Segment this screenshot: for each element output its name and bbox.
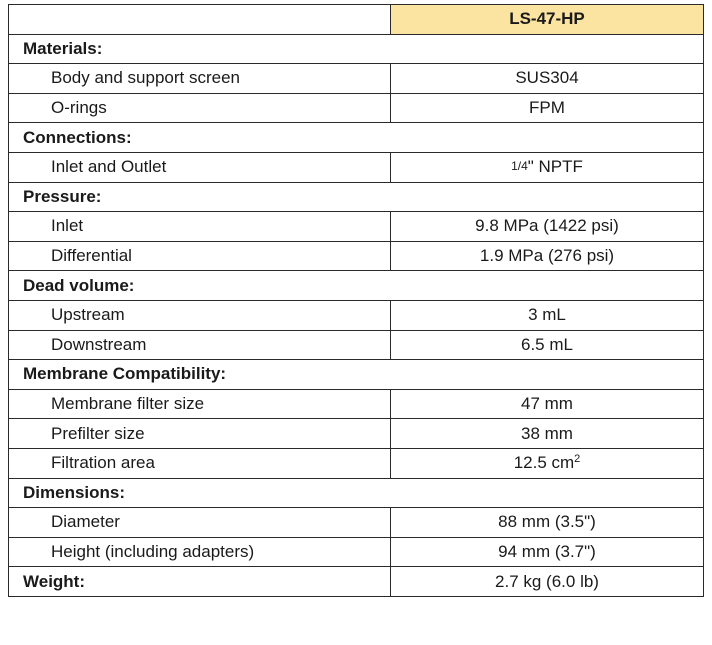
section-row-connections <box>9 123 704 153</box>
header-corner-cell <box>9 5 391 35</box>
spec-table <box>8 4 704 597</box>
table-row <box>9 508 704 538</box>
section-label: Connections: <box>9 123 704 153</box>
section-row-dimensions <box>9 478 704 508</box>
spec-value: FPM <box>391 93 704 123</box>
weight-value: 2.7 kg (6.0 lb) <box>391 567 704 597</box>
spec-value: 94 mm (3.7") <box>391 537 704 567</box>
spec-label: O-rings <box>9 93 391 123</box>
model-header: LS-47-HP <box>391 5 704 35</box>
spec-table-container <box>8 4 704 597</box>
spec-label: Inlet <box>9 212 391 242</box>
value-suffix: " NPTF <box>527 157 583 177</box>
section-label: Membrane Compatibility: <box>9 360 704 390</box>
spec-label: Differential <box>9 241 391 271</box>
table-row <box>9 389 704 419</box>
section-label: Dead volume: <box>9 271 704 301</box>
spec-value: 47 mm <box>391 389 704 419</box>
header-row <box>9 5 704 35</box>
table-row <box>9 241 704 271</box>
spec-value: 9.8 MPa (1422 psi) <box>391 212 704 242</box>
spec-value: 38 mm <box>391 419 704 449</box>
superscript-value: 2 <box>574 453 581 466</box>
section-label: Dimensions: <box>9 478 704 508</box>
spec-label: Diameter <box>9 508 391 538</box>
weight-label: Weight: <box>9 567 391 597</box>
spec-value: SUS304 <box>391 64 704 94</box>
value-main: 12.5 cm <box>513 453 575 473</box>
spec-label: Filtration area <box>9 448 391 478</box>
section-row-dead-volume <box>9 271 704 301</box>
section-label: Pressure: <box>9 182 704 212</box>
table-row <box>9 93 704 123</box>
table-row <box>9 152 704 182</box>
table-row <box>9 330 704 360</box>
spec-value: 6.5 mL <box>391 330 704 360</box>
spec-label: Membrane filter size <box>9 389 391 419</box>
table-row <box>9 537 704 567</box>
table-row <box>9 419 704 449</box>
spec-value: 1.9 MPa (276 psi) <box>391 241 704 271</box>
spec-value <box>391 448 704 478</box>
weight-row <box>9 567 704 597</box>
spec-label: Inlet and Outlet <box>9 152 391 182</box>
spec-label: Upstream <box>9 300 391 330</box>
section-row-membrane-compatibility <box>9 360 704 390</box>
spec-label: Height (including adapters) <box>9 537 391 567</box>
spec-label: Body and support screen <box>9 64 391 94</box>
table-row <box>9 300 704 330</box>
section-label: Materials: <box>9 34 704 64</box>
spec-label: Prefilter size <box>9 419 391 449</box>
section-row-pressure <box>9 182 704 212</box>
spec-label: Downstream <box>9 330 391 360</box>
spec-value <box>391 152 704 182</box>
spec-value: 88 mm (3.5") <box>391 508 704 538</box>
table-row <box>9 212 704 242</box>
table-row <box>9 448 704 478</box>
section-row-materials <box>9 34 704 64</box>
fraction-value: 1/4 <box>511 159 528 174</box>
spec-value: 3 mL <box>391 300 704 330</box>
table-row <box>9 64 704 94</box>
